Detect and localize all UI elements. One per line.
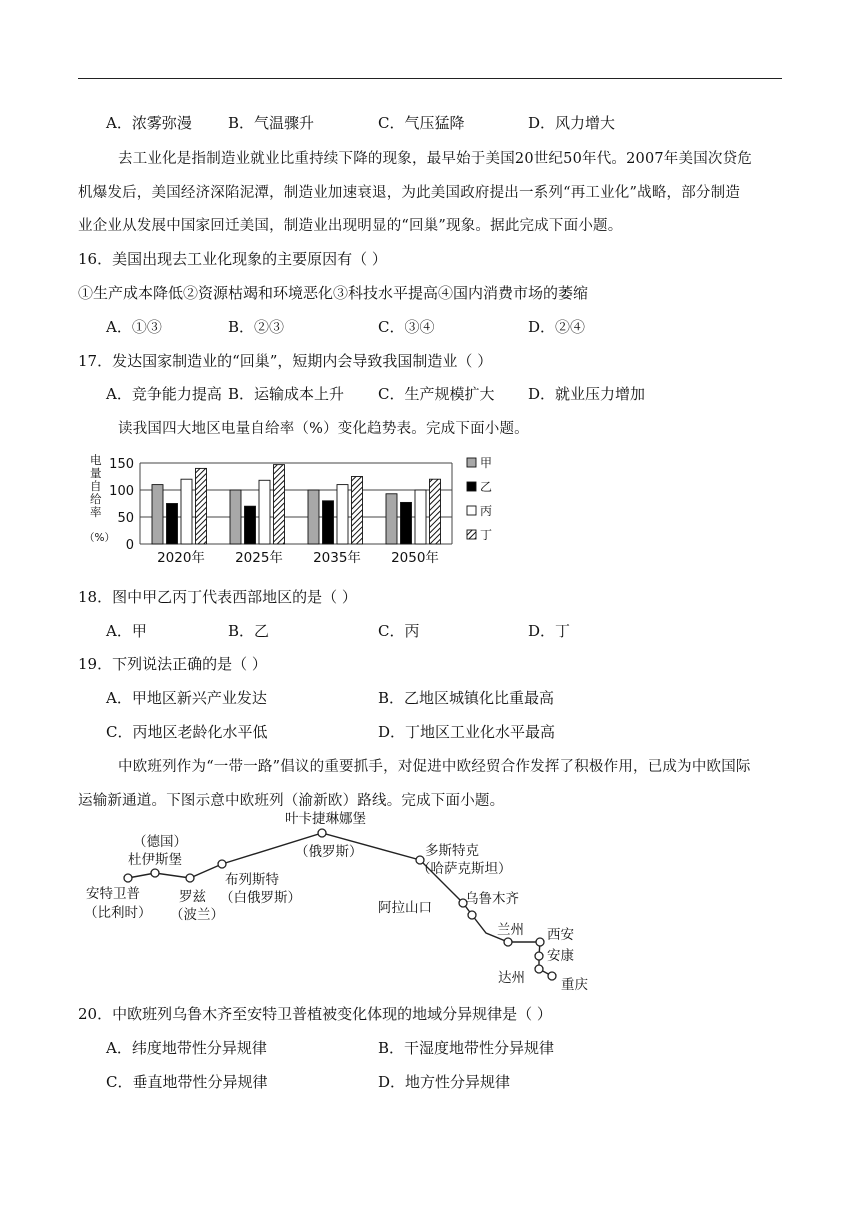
legend-swatch-丙 [467, 506, 476, 515]
y-tick-label: 0 [125, 538, 134, 553]
q16-items: ①生产成本降低②资源枯竭和环境恶化③科技水平提高④国内消费市场的萎缩 [78, 284, 589, 302]
bar-甲-2035年 [308, 490, 319, 544]
q19-option-b[interactable]: B．乙地区城镇化比重最高 [378, 689, 555, 707]
q20-option-b[interactable]: B．干湿度地带性分异规律 [378, 1039, 555, 1057]
q17-option-b[interactable]: B．运输成本上升 [228, 385, 345, 403]
legend-label: 丙 [480, 504, 493, 518]
q16-option-b[interactable]: B．②③ [228, 318, 285, 336]
q20-stem: 20．中欧班列乌鲁木齐至安特卫普植被变化体现的地域分异规律是（ ） [78, 1005, 552, 1023]
x-tick-label: 2025年 [235, 550, 283, 566]
x-tick-label: 2035年 [313, 550, 361, 566]
label-lodz: 罗兹 [179, 889, 206, 905]
label-urumqi: 乌鲁木齐 [465, 891, 519, 907]
y-tick-label: 150 [109, 457, 134, 472]
station-antwerp-node [124, 874, 132, 882]
legend-swatch-甲 [467, 458, 476, 467]
station-urumqi-node [468, 911, 476, 919]
q19-stem: 19．下列说法正确的是（ ） [78, 655, 267, 673]
bar-乙-2025年 [245, 506, 256, 544]
bar-丙-2035年 [337, 485, 348, 544]
passage-line: 去工业化是指制造业就业比重持续下降的现象，最早始于美国20世纪50年代。2007年美国次贷危 [118, 151, 752, 167]
station-brest-node [218, 860, 226, 868]
label-yekaterinburg: 叶卡捷琳娜堡 [285, 811, 366, 827]
passage-line: 运输新通道。下图示意中欧班列（渝新欧）路线。完成下面小题。 [78, 793, 505, 809]
q20-option-a[interactable]: A．纬度地带性分异规律 [106, 1039, 267, 1057]
q15-option-c[interactable]: C．气压猛降 [378, 114, 465, 132]
bar-乙-2020年 [167, 504, 178, 545]
passage-electricity: 读我国四大地区电量自给率（%）变化趋势表。完成下面小题。 [118, 421, 529, 437]
y-axis-label-char: 电 [90, 453, 102, 467]
legend-swatch-乙 [467, 482, 476, 491]
passage-china-europe-railway: 中欧班列作为“一带一路”倡议的重要抓手，对促进中欧经贸合作发挥了积极作用，已成为中欧国际 [118, 759, 751, 775]
station-dazhou-node [535, 965, 543, 973]
railway-route-map [80, 808, 620, 993]
q18-option-a[interactable]: A．甲 [106, 622, 147, 640]
q17-stem: 17．发达国家制造业的“回巢”，短期内会导致我国制造业（ ） [78, 352, 493, 370]
label-lanzhou: 兰州 [497, 922, 524, 938]
y-axis-label-char: 自 [90, 479, 102, 493]
station-ankang-node [535, 952, 543, 960]
bar-乙-2050年 [401, 502, 412, 544]
station-lodz-node [186, 874, 194, 882]
y-axis-label-unit: （%） [84, 532, 115, 544]
label-dazhou: 达州 [498, 970, 525, 986]
y-axis-label-char: 给 [90, 492, 102, 506]
passage-line: 业企业从发展中国家回迁美国，制造业出现明显的“回巢”现象。据此完成下面小题。 [78, 218, 623, 234]
q20-option-d[interactable]: D．地方性分异规律 [378, 1073, 511, 1091]
q19-option-a[interactable]: A．甲地区新兴产业发达 [106, 689, 267, 707]
q18-option-b[interactable]: B．乙 [228, 622, 270, 640]
label-dostyk: 多斯特克 [425, 843, 479, 859]
q19-option-d[interactable]: D．丁地区工业化水平最高 [378, 723, 556, 741]
legend-swatch-丁 [467, 530, 476, 539]
bar-乙-2035年 [323, 501, 334, 544]
label-kazakhstan: （哈萨克斯坦） [417, 861, 512, 877]
bar-丁-2035年 [352, 477, 363, 545]
label-xian: 西安 [547, 927, 574, 943]
passage-line: 机爆发后，美国经济深陷泥潭，制造业加速衰退，为此美国政府提出一系列“再工业化”战略，部分制造 [78, 185, 741, 201]
q18-option-d[interactable]: D．丁 [528, 622, 571, 640]
label-russia: （俄罗斯） [295, 844, 363, 860]
q15-option-d[interactable]: D．风力增大 [528, 114, 616, 132]
bar-丁-2050年 [430, 479, 441, 544]
q16-stem: 16．美国出现去工业化现象的主要原因有（ ） [78, 250, 387, 268]
q16-option-a[interactable]: A．①③ [106, 318, 162, 336]
q17-option-c[interactable]: C．生产规模扩大 [378, 385, 495, 403]
station-yekaterinburg-node [318, 829, 326, 837]
label-brest: 布列斯特 [225, 872, 279, 888]
bar-丙-2020年 [181, 479, 192, 544]
y-axis-label-char: 率 [90, 505, 102, 519]
label-alashankou: 阿拉山口 [378, 900, 432, 916]
q16-option-c[interactable]: C．③④ [378, 318, 435, 336]
label-ankang: 安康 [547, 948, 574, 964]
q19-option-c[interactable]: C．丙地区老龄化水平低 [106, 723, 268, 741]
bar-甲-2050年 [386, 494, 397, 544]
q15-option-a[interactable]: A．浓雾弥漫 [106, 114, 192, 132]
q17-option-a[interactable]: A．竞争能力提高 [106, 385, 222, 403]
station-xian-node [536, 938, 544, 946]
bar-丁-2025年 [274, 465, 285, 544]
q15-option-b[interactable]: B．气温骤升 [228, 114, 315, 132]
y-tick-label: 50 [117, 511, 134, 526]
y-axis-label-char: 量 [90, 466, 102, 480]
x-tick-label: 2050年 [391, 550, 439, 566]
label-germany: （德国） [133, 834, 187, 850]
q18-stem: 18．图中甲乙丙丁代表西部地区的是（ ） [78, 588, 357, 606]
label-antwerp: 安特卫普 [86, 886, 140, 902]
station-lanzhou-node [504, 938, 512, 946]
station-chongqing-node [548, 972, 556, 980]
bar-甲-2020年 [152, 485, 163, 544]
bar-丁-2020年 [196, 468, 207, 544]
q20-option-c[interactable]: C．垂直地带性分异规律 [106, 1073, 268, 1091]
label-poland: （波兰） [170, 907, 224, 923]
label-belgium: （比利时） [84, 905, 152, 921]
legend-label: 丁 [480, 528, 493, 542]
q18-option-c[interactable]: C．丙 [378, 622, 420, 640]
header-rule [78, 78, 782, 79]
q16-option-d[interactable]: D．②④ [528, 318, 586, 336]
label-duisburg: 杜伊斯堡 [128, 852, 182, 868]
x-tick-label: 2020年 [157, 550, 205, 566]
y-tick-label: 100 [109, 484, 134, 499]
q17-option-d[interactable]: D．就业压力增加 [528, 385, 646, 403]
legend-label: 甲 [480, 456, 493, 470]
label-belarus: （白俄罗斯） [220, 890, 301, 906]
bar-甲-2025年 [230, 490, 241, 544]
legend-label: 乙 [480, 480, 493, 494]
station-duisburg-node [151, 869, 159, 877]
label-chongqing: 重庆 [561, 977, 588, 993]
bar-丙-2025年 [259, 480, 270, 544]
electricity-self-sufficiency-chart [82, 450, 502, 575]
bar-丙-2050年 [415, 490, 426, 544]
